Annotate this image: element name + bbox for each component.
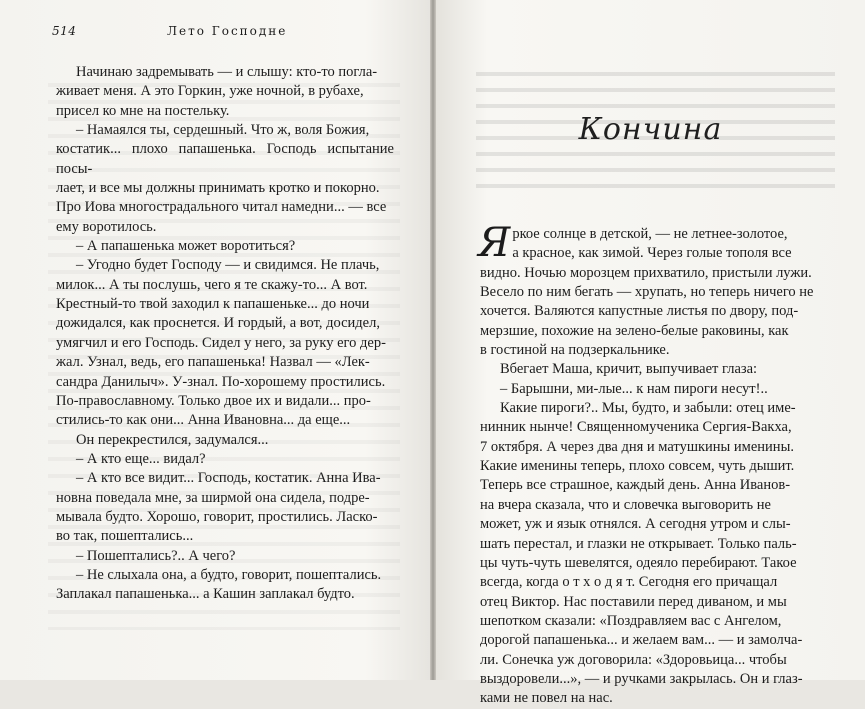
text-line: нинник нынче! Священномученика Сергия-Вакха, bbox=[480, 419, 792, 436]
text-line: ками не повел на нас. bbox=[480, 690, 613, 707]
text-line: присел ко мне на постельку. bbox=[56, 102, 230, 119]
text-line: – А папашенька может воротиться? bbox=[76, 238, 296, 255]
text-line: Про Иова многострадального читал намедни... — все bbox=[56, 199, 387, 216]
text-line: выздоровели...», — и ручками закрылась. Он и глаз- bbox=[480, 670, 803, 687]
text-line: – Не слыхала она, а будто, говорит, пошептались. bbox=[76, 566, 382, 583]
left-page bbox=[0, 0, 430, 680]
text-line: Заплакал папашенька... а Кашин заплакал будто. bbox=[56, 586, 355, 603]
text-line: в гостиной на подзеркальнике. bbox=[480, 342, 670, 359]
text-line: ли. Сонечка уж договорила: «Здоровьица... чтобы bbox=[480, 651, 787, 668]
text-line: – Пошептались?.. А чего? bbox=[76, 547, 236, 564]
text-line: лает, и все мы должны принимать кротко и покорно. bbox=[56, 180, 380, 197]
text-line: во так, пошептались... bbox=[56, 528, 194, 545]
text-line: Весело по ним бегать — хрупать, но теперь ничего не bbox=[480, 284, 814, 301]
text-line: может, уж и язык отнялся. А сегодня утром и слы- bbox=[480, 516, 791, 533]
text-line: на вчера сказала, что и словечка выговорить не bbox=[480, 496, 771, 513]
right-text-block bbox=[478, 220, 816, 709]
chapter-title: Кончина bbox=[578, 112, 723, 147]
text-line: Начинаю задремывать — и слышу: кто-то погла- bbox=[76, 64, 378, 80]
text-line: жал. Узнал, ведь, его папашенька! Назвал — «Лек- bbox=[56, 354, 370, 371]
text-line: 7 октября. А через два дня и матушкины именины. bbox=[480, 438, 794, 455]
text-line: цы чуть-чуть шевелятся, одеяло перебирают. Такое bbox=[480, 554, 797, 571]
page-number: 514 bbox=[52, 24, 77, 38]
text-line: Какие пироги?.. Мы, будто, и забыли: отец име- bbox=[500, 400, 796, 417]
text-line: умягчил и его Господь. Сидел у него, за руку его дер- bbox=[56, 334, 386, 351]
running-title: Лето Господне bbox=[167, 24, 288, 38]
text-line: Какие именины теперь, плохо совсем, чуть дышит. bbox=[480, 458, 795, 475]
text-line: – А кто все видит... Господь, костатик. Анна Ива- bbox=[76, 470, 381, 487]
drop-cap: Я bbox=[478, 220, 511, 266]
text-line: Теперь все страшное, каждый день. Анна Иванов- bbox=[480, 477, 791, 494]
text-line: шать перестал, и глазки не открывает. Только паль- bbox=[480, 535, 797, 552]
text-line: – Угодно будет Господу — и свидимся. Не плачь, bbox=[76, 257, 380, 274]
text-line: стились-то как они... Анна Ивановна... да еще... bbox=[56, 412, 351, 429]
text-line: – Намаялся ты, сердешный. Что ж, воля Божия, bbox=[76, 122, 370, 139]
opening-paragraph bbox=[478, 220, 816, 266]
text-line: новна поведала мне, за ширмой она сидела, подре- bbox=[56, 489, 370, 506]
text-line: мерзшие, похожие на зелено-белые раковины, как bbox=[480, 322, 789, 339]
text-line: По-православному. Только двое их и видали... про- bbox=[56, 392, 371, 409]
text-line: ему воротилось. bbox=[56, 218, 157, 235]
text-line: видно. Ночью морозцем прихватило, пристыли лужи. bbox=[480, 264, 812, 281]
text-line: – А кто еще... видал? bbox=[76, 450, 206, 467]
text-line: отец Виктор. Нас поставили перед диваном, и мы bbox=[480, 593, 787, 610]
running-head bbox=[52, 24, 390, 40]
text-line: ркое солнце в детской, — не летнее-золотое, bbox=[512, 226, 788, 242]
text-line: шепотком сказали: «Поздравляем вас с Ангелом, bbox=[480, 612, 782, 629]
text-line: мывала будто. Хорошо, говорит, простились. Ласко- bbox=[56, 508, 378, 525]
left-text-block bbox=[56, 63, 394, 605]
text-line: живает меня. А это Горкин, уже ночной, в рубахе, bbox=[56, 83, 364, 100]
text-line: сандра Данилыч». У-знал. По-хорошему простились. bbox=[56, 373, 386, 390]
text-line: Вбегает Маша, кричит, выпучивает глаза: bbox=[500, 361, 758, 378]
text-line: дожидался, как проснется. И гордый, а вот, досидел, bbox=[56, 315, 380, 332]
text-line: хочется. Валяются капустные листья по двору, под- bbox=[480, 303, 799, 320]
text-line: Крестный-то твой заходил к папашеньке... до ночи bbox=[56, 296, 370, 313]
text-line: милок... А ты послушь, чего я те скажу-то... А вот. bbox=[56, 276, 368, 293]
text-line: – Барышни, ми-лые... к нам пироги несут!.. bbox=[500, 380, 768, 397]
text-line: всегда, когда о т х о д я т. Сегодня его причащал bbox=[480, 574, 778, 591]
text-line: а красное, как зимой. Через голые тополя все bbox=[512, 245, 792, 262]
text-line: дорогой папашенька... и желаем вам... — и замолча- bbox=[480, 632, 803, 649]
text-line: Он перекрестился, задумался... bbox=[76, 431, 269, 448]
right-page bbox=[436, 0, 865, 707]
text-line: костатик... плохо папашенька. Господь испытание посы- bbox=[56, 141, 394, 177]
